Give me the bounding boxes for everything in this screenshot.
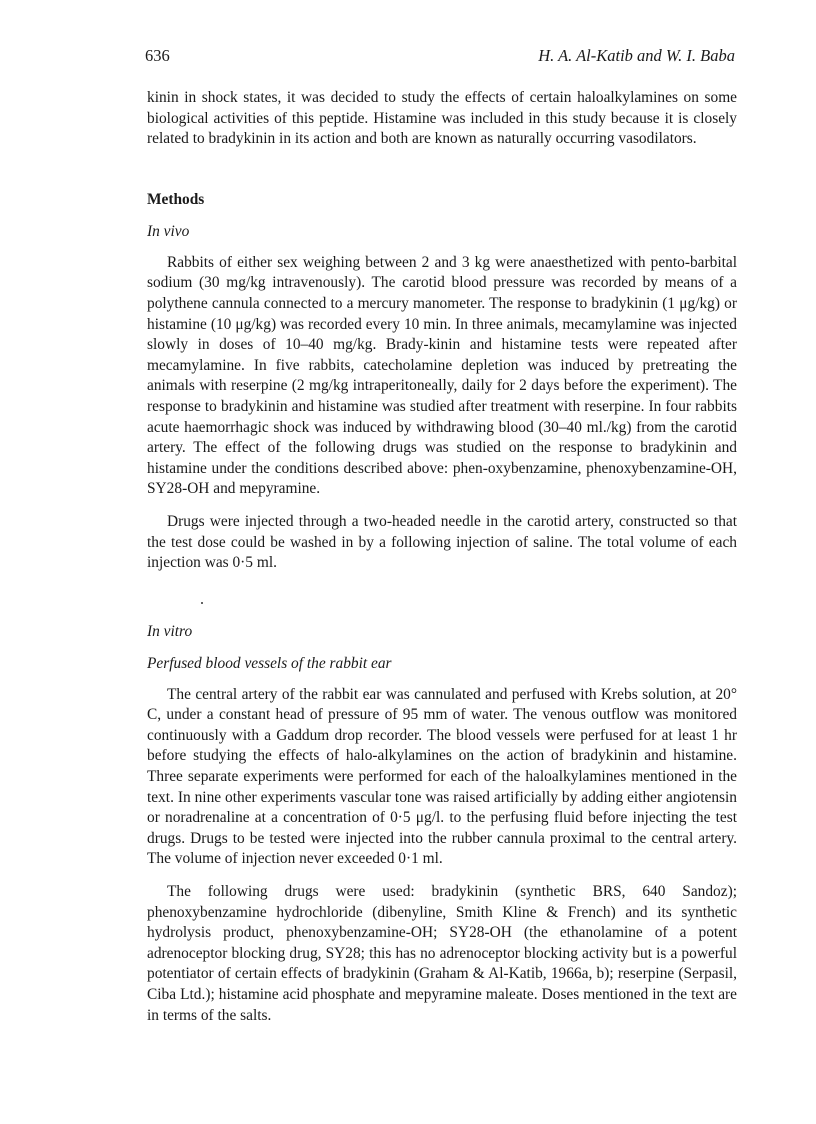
in-vivo-paragraph-2: Drugs were injected through a two-headed needle in the carotid artery, constructed so that the test dose could be washed in by a following injection of saline. The total volume of each injection was 0·5 ml. — [147, 512, 737, 572]
journal-page — [147, 46, 737, 1026]
methods-heading: Methods — [147, 190, 205, 208]
in-vitro-heading: In vitro — [147, 622, 193, 640]
in-vitro-paragraph-2: The following drugs were used: bradykinin (synthetic BRS, 640 Sandoz); phenoxybenzamine hydrochloride (dibenyline, Smith Kline & French) and its synthetic hydrolysis product, phenoxybenzamine-OH; SY28-OH (the ethanolamine of a potent adrenoceptor blocking drug, SY28; this has no adrenoceptor blocking activity but is a powerful potentiator of certain effects of bradykinin (Graham & Al-Katib, 1966a, b); reserpine (Serpasil, Ciba Ltd.); histamine acid phosphate and mepyramine maleate. Doses mentioned in the text are in terms of the salts. — [147, 883, 737, 1024]
running-head — [145, 46, 737, 76]
stray-print-dot — [201, 602, 203, 604]
in-vitro-paragraph-1: The central artery of the rabbit ear was cannulated and perfused with Krebs solution, at 20° C, under a constant head of pressure of 95 mm of water. The venous outflow was monitored continuously with a Gaddum drop recorder. The blood vessels were perfused for at least 1 hr before studying the effects of halo-alkylamines on the action of bradykinin and histamine. Three separate experiments were performed for each of the haloalkylamines mentioned in the text. In nine other experiments vascular tone was raised artificially by adding either angiotensin or noradrenaline at a concentration of 0·5 μg/l. to the perfusing fluid before injecting the test drugs. Drugs to be tested were injected into the rubber cannula proximal to the central artery. The volume of injection never exceeded 0·1 ml. — [147, 685, 737, 868]
running-head-authors: H. A. Al-Katib and W. I. Baba — [538, 46, 735, 65]
intro-paragraph: kinin in shock states, it was decided to study the effects of certain haloalkylamines on some biological activities of this peptide. Histamine was included in this study because it is closely related to bradykinin in its action and both are known as naturally occurring vasodilators. — [147, 89, 737, 148]
page-number: 636 — [145, 46, 170, 65]
in-vitro-subheading: Perfused blood vessels of the rabbit ear — [147, 654, 392, 672]
in-vivo-heading: In vivo — [147, 222, 190, 240]
in-vivo-paragraph-1: Rabbits of either sex weighing between 2 and 3 kg were anaesthetized with pento-barbital sodium (30 mg/kg intravenously). The carotid blood pressure was recorded by means of a polythene cannula connected to a mercury manometer. The response to bradykinin (1 μg/kg) or histamine (10 μg/kg) was recorded every 10 min. In three animals, mecamylamine was injected slowly in doses of 10–40 mg/kg. Brady-kinin and histamine tests were repeated after mecamylamine. In five rabbits, catecholamine depletion was induced by pretreating the animals with reserpine (2 mg/kg intraperitoneally, daily for 2 days before the experiment). The response to bradykinin and histamine was studied after treatment with reserpine. In four rabbits acute haemorrhagic shock was induced by withdrawing blood (30–40 ml./kg) from the carotid artery. The effect of the following drugs was studied on the response to bradykinin and histamine under the conditions described above: phen-oxybenzamine, phenoxybenzamine-OH, SY28-OH and mepyramine. — [147, 253, 737, 498]
